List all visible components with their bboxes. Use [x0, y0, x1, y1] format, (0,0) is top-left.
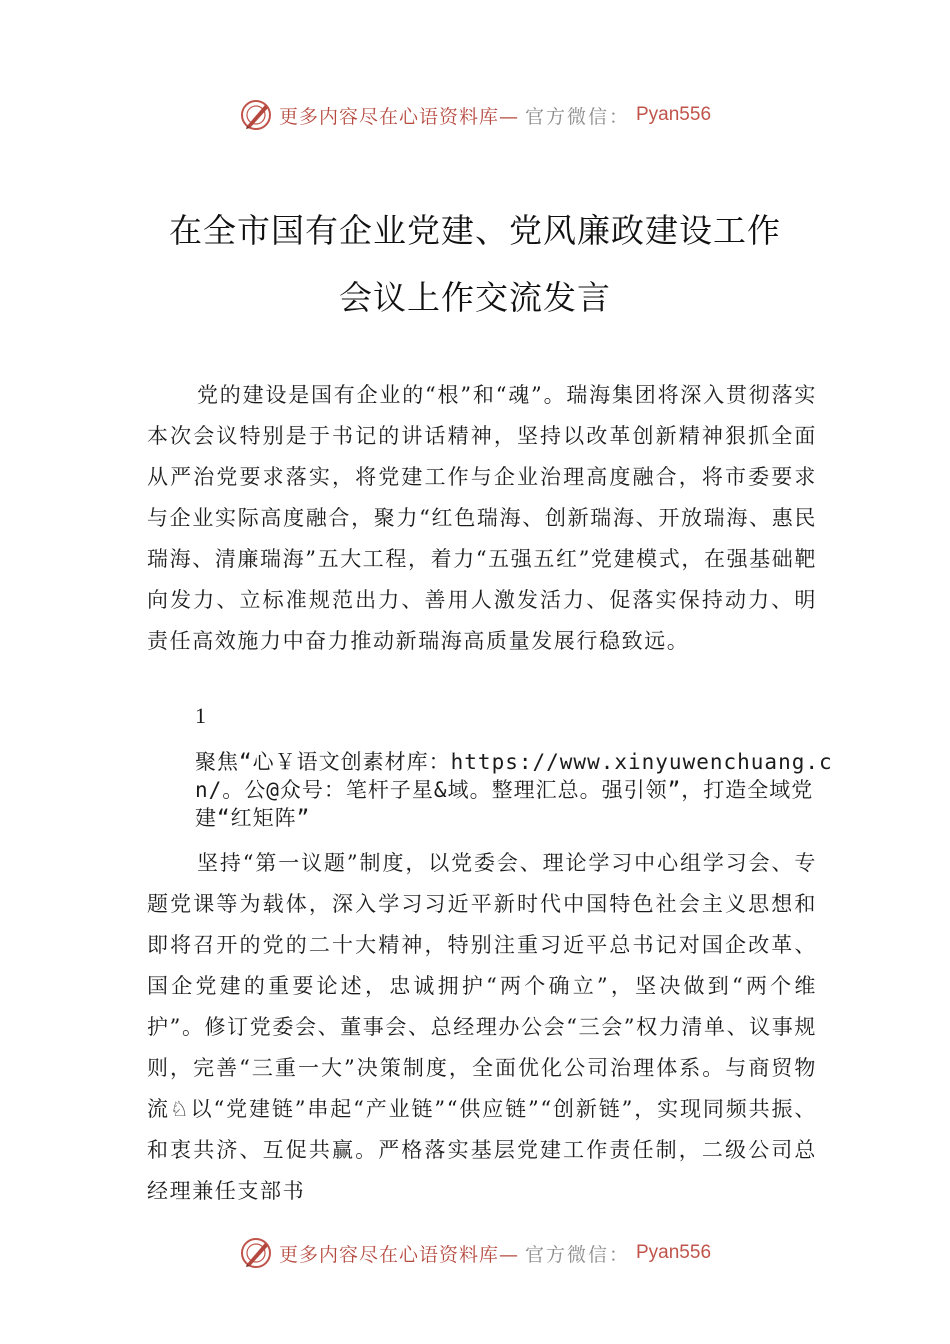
- document-title-line1: 在全市国有企业党建、党风廉政建设工作: [169, 211, 781, 250]
- banner-wechat-label: 官方微信：: [524, 1243, 630, 1266]
- footer-banner: [0, 1233, 950, 1273]
- body-paragraph-1: 党的建设是国有企业的“根”和“魂”。瑞海集团将深入贯彻落实本次会议特别是于书记的讲话精神，坚持以改革创新精神狠抓全面从严治党要求落实，将党建工作与企业治理高度融合，将市委要求与企业实际高度融合，聚力“红色瑞海、创新瑞海、开放瑞海、惠民瑞海、清廉瑞海”五大工程，着力“五强五红”党建模式，在强基础靶向发力、立标准规范出力、善用人激发活力、促落实保持动力、明责任高效施力中奋力推动新瑞海高质量发展行稳致远。: [147, 383, 817, 653]
- banner-wechat-label: 官方微信：: [524, 105, 630, 128]
- document-title-line2: 会议上作交流发言: [339, 278, 611, 317]
- body-paragraph-2: 坚持“第一议题”制度，以党委会、理论学习中心组学习会、专题党课等为载体，深入学习习近平新时代中国特色社会主义思想和即将召开的党的二十大精神，特别注重习近平总书记对国企改革、国企党建的重要论述，忠诚拥护“两个确立”，坚决做到“两个维护”。修订党委会、董事会、总经理办公会“三会”权力清单、议事规则，完善“三重一大”决策制度，全面优化公司治理体系。与商贸物流♘以“党建链”串起“产业链”“供应链”“创新链”，实现同频共振、和衷共济、互促共赢。严格落实基层党建工作责任制，二级公司总经理兼任支部书: [147, 851, 817, 1203]
- banner-wechat-id: Pyan556: [636, 1242, 712, 1263]
- banner-wechat-id: Pyan556: [636, 104, 712, 125]
- header-banner: [0, 95, 950, 135]
- banner-slogan: 更多内容尽在心语资料库—: [278, 1243, 519, 1266]
- inserted-watermark-note: 聚焦“心￥语文创素材库：https://www.xinyuwenchuang.cn/。公@众号：笔杆子星&域。整理汇总。强引领”，打造全域党建“红矩阵”: [195, 750, 833, 830]
- pen-logo-icon: [239, 98, 273, 132]
- pen-logo-icon: [239, 1236, 273, 1270]
- page-marker: 1: [195, 703, 206, 728]
- banner-slogan: 更多内容尽在心语资料库—: [278, 105, 519, 128]
